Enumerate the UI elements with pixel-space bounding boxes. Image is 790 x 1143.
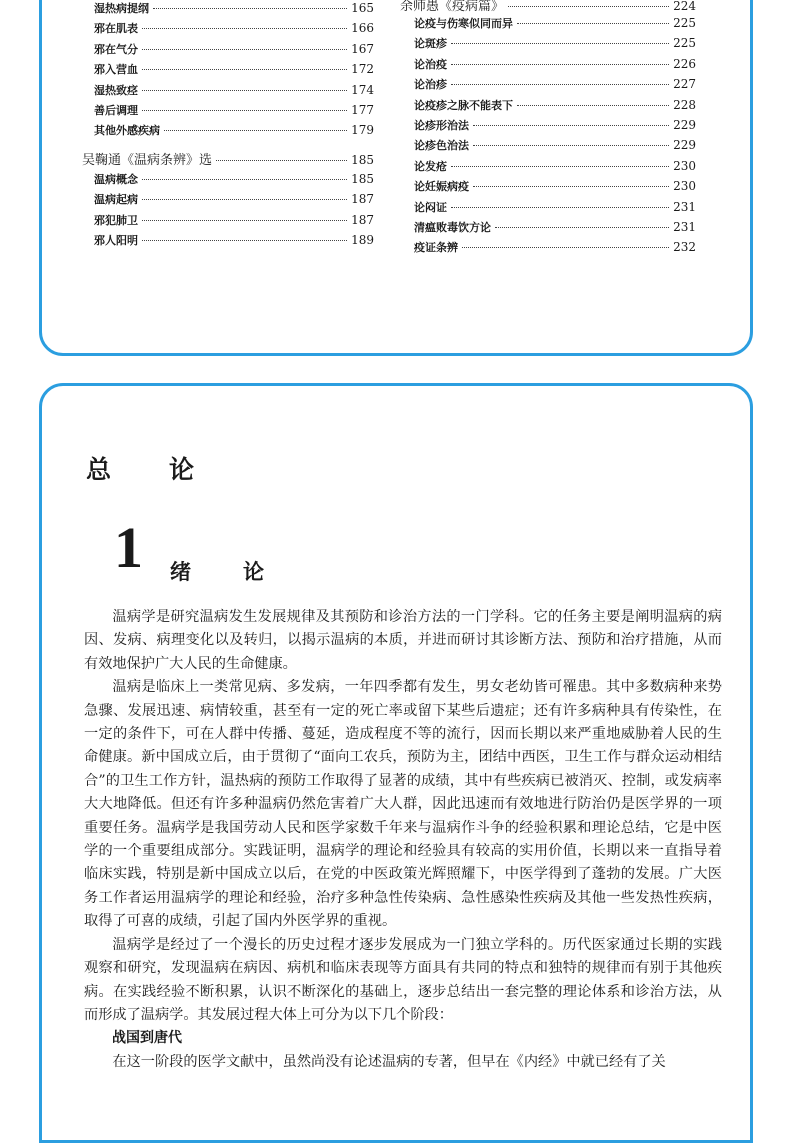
toc-entry xyxy=(94,191,374,207)
toc-entry xyxy=(414,239,696,255)
toc-leader-dots xyxy=(451,84,669,85)
toc-entry xyxy=(94,61,374,77)
toc-entry-label: 善后调理 xyxy=(94,104,138,117)
paragraph-3: 温病学是经过了一个漫长的历史过程才逐步发展成为一门独立学科的。历代医家通过长期的实践观察和研究，发现温病在病因、病机和临床表现等方面具有共同的特点和独特的规律而有别于其他疾病。在实践经验不断积累，认识不断深化的基础上，逐步总结出一套完整的理论体系和诊治方法，从而形成了温病学。其发展过程大体上可分为以下几个阶段： xyxy=(84,936,722,1023)
toc-entry-label: 温病概念 xyxy=(94,173,138,186)
toc-leader-dots xyxy=(142,199,347,200)
toc-entry xyxy=(414,35,696,51)
toc-entry-page: 172 xyxy=(351,62,374,77)
toc-entry xyxy=(94,212,374,228)
toc-entry xyxy=(94,41,374,57)
toc-entry-page: 231 xyxy=(673,220,696,234)
toc-entry-label: 论疫与伤寒似同而异 xyxy=(414,17,513,30)
toc-entry-label: 论治疹 xyxy=(414,78,447,92)
toc-entry-label: 论治疫 xyxy=(414,57,447,71)
toc-entry-page: 230 xyxy=(673,179,696,194)
toc-entry xyxy=(414,76,696,92)
toc-entry xyxy=(94,102,374,118)
toc-leader-dots xyxy=(142,110,347,111)
toc-entry-page: 189 xyxy=(351,233,374,248)
toc-leader-dots xyxy=(451,64,669,65)
toc-section-entry xyxy=(82,149,374,168)
toc-entry-label: 论疹形治法 xyxy=(414,119,469,132)
toc-entry xyxy=(414,137,696,153)
toc-leader-dots xyxy=(142,179,347,180)
toc-entry-label: 清瘟败毒饮方论 xyxy=(414,221,491,234)
toc-entry-label: 论妊娠病疫 xyxy=(414,180,469,194)
toc-entry-page: 166 xyxy=(351,21,374,36)
toc-leader-dots xyxy=(142,240,347,241)
toc-leader-dots xyxy=(142,69,347,70)
part-title xyxy=(86,450,194,486)
toc-entry-page: 225 xyxy=(673,36,696,51)
toc-leader-dots xyxy=(451,43,669,44)
toc-entry-page: 229 xyxy=(673,138,696,153)
toc-entry xyxy=(414,117,696,133)
toc-entry-label: 湿热致痉 xyxy=(94,83,138,97)
paragraph-4: 在这一阶段的医学文献中，虽然尚没有论述温病的专著，但早在《内经》中就已经有了关 xyxy=(112,1053,666,1070)
toc-leader-dots xyxy=(495,227,669,228)
chapter-number: 1 xyxy=(114,515,143,580)
toc-entry-label: 邪犯肺卫 xyxy=(94,213,138,227)
part-title-char-1: 总 xyxy=(86,455,112,484)
toc-leader-dots xyxy=(142,90,347,91)
toc-entry-label: 论闷证 xyxy=(414,200,447,214)
toc-entry-page: 226 xyxy=(673,56,696,71)
toc-section-entry xyxy=(400,0,696,14)
toc-leader-dots xyxy=(517,105,669,106)
toc-entry xyxy=(414,97,696,113)
toc-entry-label: 邪人阳明 xyxy=(94,234,138,248)
toc-entry-label: 论发疮 xyxy=(414,159,447,173)
toc-leader-dots xyxy=(473,186,669,187)
toc-leader-dots xyxy=(142,220,347,221)
toc-entry-label: 邪在气分 xyxy=(94,42,138,56)
toc-entry-label: 吴鞠通《温病条辨》选 xyxy=(82,153,213,168)
toc-entry xyxy=(414,199,696,215)
toc-entry xyxy=(94,20,374,36)
subheading: 战国到唐代 xyxy=(112,1030,182,1047)
toc-entry-label: 余师愚《疫病篇》 xyxy=(400,0,505,14)
toc-leader-dots xyxy=(164,130,347,131)
toc-leader-dots xyxy=(517,23,669,24)
toc-entry-page: 174 xyxy=(351,82,374,97)
toc-entry-label: 邪入营血 xyxy=(94,63,138,77)
toc-leader-dots xyxy=(216,160,347,161)
toc-leader-dots xyxy=(451,207,669,208)
toc-entry-page: 229 xyxy=(673,118,696,132)
toc-entry-page: 227 xyxy=(673,77,696,92)
toc-entry-page: 230 xyxy=(673,158,696,173)
chapter-title xyxy=(170,556,264,586)
toc-leader-dots xyxy=(451,166,669,167)
toc-leader-dots xyxy=(462,247,669,248)
toc-entry-page: 231 xyxy=(673,199,696,214)
toc-card xyxy=(39,0,753,356)
chapter-title-char-2: 论 xyxy=(243,560,264,584)
toc-entry-page: 185 xyxy=(351,172,374,186)
toc-entry-page: 224 xyxy=(673,0,696,13)
toc-entry xyxy=(94,0,374,16)
toc-entry-page: 167 xyxy=(351,41,374,56)
toc-entry xyxy=(414,56,696,72)
toc-entry xyxy=(414,219,696,235)
chapter-card xyxy=(39,383,753,1143)
toc-entry-label: 论疫疹之脉不能表下 xyxy=(414,98,513,112)
toc-entry-page: 228 xyxy=(673,97,696,112)
toc-entry xyxy=(414,15,696,31)
toc-entry xyxy=(94,171,374,187)
toc-entry-page: 225 xyxy=(673,16,696,30)
toc-entry-page: 232 xyxy=(673,240,696,255)
toc-leader-dots xyxy=(473,145,669,146)
toc-leader-dots xyxy=(508,6,669,7)
toc-entry-page: 185 xyxy=(351,153,374,167)
toc-entry-label: 论斑疹 xyxy=(414,37,447,51)
chapter-title-char-1: 绪 xyxy=(170,560,191,584)
toc-entry xyxy=(94,82,374,98)
toc-leader-dots xyxy=(473,125,669,126)
toc-entry-page: 187 xyxy=(351,212,374,227)
toc-entry-label: 其他外感疾病 xyxy=(94,124,160,138)
paragraph-1: 温病学是研究温病发生发展规律及其预防和诊治方法的一门学科。它的任务主要是阐明温病的病因、发病、病理变化以及转归，以揭示温病的本质，并进而研讨其诊断方法、预防和治疗措施，从而有效地保护广大人民的生命健康。 xyxy=(84,609,722,672)
toc-entry xyxy=(414,158,696,174)
toc-entry-label: 邪在肌表 xyxy=(94,22,138,36)
toc-leader-dots xyxy=(142,28,347,29)
toc-leader-dots xyxy=(153,8,347,9)
paragraph-2: 温病是临床上一类常见病、多发病，一年四季都有发生，男女老幼皆可罹患。其中多数病种来势急骤、发展迅速、病情较重，甚至有一定的死亡率或留下某些后遗症；还有许多病种具有传染性，在一定的条件下，可在人群中传播、蔓延，造成程度不等的流行，因而长期以来严重地威胁着人民的生命健康。新中国成立后，由于贯彻了“面向工农兵，预防为主，团结中西医，卫生工作与群众运动相结合”的卫生工作方针，温热病的预防工作取得了显著的成绩，其中有些疾病已被消灭、控制，或发病率大大地降低。但还有许多种温病仍然危害着广大人群，因此迅速而有效地进行防治仍是医学界的一项重要任务。温病学是我国劳动人民和医学家数千年来与温病作斗争的经验积累和理论总结，它是中医学的一个重要组成部分。实践证明，温病学的理论和经验具有较高的实用价值，长期以来一直指导着临床实践，特别是新中国成立以后，在党的中医政策光辉照耀下，中医学得到了蓬勃的发展。广大医务工作者运用温病学的理论和经验，治疗多种急性传染病、急性感染性疾病及其他一些发热性疾病，取得了可喜的成绩，引起了国内外医学界的重视。 xyxy=(84,679,722,930)
toc-entry-page: 177 xyxy=(351,103,374,117)
toc-entry xyxy=(94,232,374,248)
toc-entry-label: 疫证条辨 xyxy=(414,241,458,255)
toc-entry-label: 温病起病 xyxy=(94,193,138,207)
chapter-body xyxy=(84,606,722,1074)
toc-entry-label: 湿热病提纲 xyxy=(94,2,149,15)
toc-entry-page: 179 xyxy=(351,123,374,138)
toc-leader-dots xyxy=(142,49,347,50)
toc-entry xyxy=(94,122,374,138)
part-title-char-2: 论 xyxy=(169,455,195,484)
toc-entry xyxy=(414,178,696,194)
toc-entry-page: 165 xyxy=(351,1,374,15)
toc-entry-page: 187 xyxy=(351,192,374,207)
toc-entry-label: 论疹色治法 xyxy=(414,139,469,153)
